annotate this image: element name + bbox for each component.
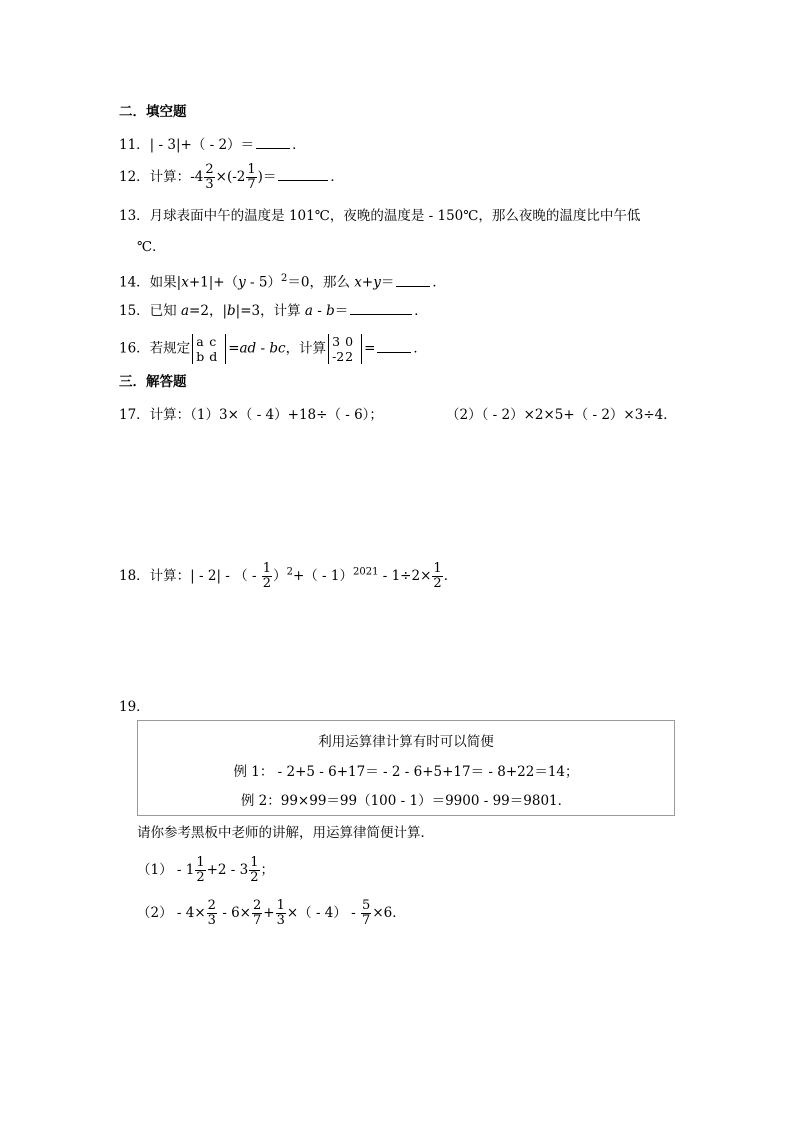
numerator: 1 bbox=[433, 561, 442, 576]
denominator: 2 bbox=[433, 576, 442, 591]
text-part: ，计算 bbox=[285, 340, 327, 357]
denominator: 7 bbox=[252, 913, 262, 928]
question-12 bbox=[119, 163, 344, 192]
fraction bbox=[195, 856, 205, 885]
denominator: 3 bbox=[205, 177, 214, 192]
text-part: 16．若规定 bbox=[119, 340, 191, 357]
exponent: 2 bbox=[286, 566, 293, 578]
q12-a-sign: -4 bbox=[190, 169, 204, 185]
question-11 bbox=[119, 134, 306, 155]
var-x: x bbox=[354, 274, 362, 291]
numerator: 1 bbox=[276, 898, 285, 913]
denominator: 3 bbox=[276, 913, 285, 928]
text-part: ＝ bbox=[380, 274, 395, 291]
text-part: ×6． bbox=[372, 905, 406, 921]
matrix-cell: d bbox=[209, 349, 218, 364]
text-part: ） bbox=[273, 568, 287, 584]
fraction bbox=[432, 562, 442, 591]
text-part: = bbox=[364, 340, 376, 357]
numerator: 2 bbox=[205, 162, 214, 177]
question-17-part-2: （2）（ - 2）×2×5+（ - 2）×3÷4． bbox=[446, 407, 677, 423]
example-2: 例 2：99×99＝99（100 - 1）＝9900 - 99＝9801． bbox=[240, 793, 572, 809]
numerator: 1 bbox=[247, 162, 256, 177]
question-16 bbox=[119, 334, 427, 364]
text-part: - bbox=[256, 340, 270, 357]
question-17-part-1: 17．计算：（1）3×（ - 4）+18÷（ - 6）； bbox=[119, 407, 383, 423]
determinant-compute bbox=[328, 334, 362, 364]
denominator: 2 bbox=[196, 870, 205, 885]
numerator: 2 bbox=[207, 898, 216, 913]
question-18 bbox=[119, 562, 457, 591]
text-part: ×（ - 4） - bbox=[286, 905, 361, 921]
text-part: ＝0，那么 bbox=[287, 274, 355, 291]
denominator: 7 bbox=[247, 177, 256, 192]
text-part: = bbox=[228, 340, 240, 357]
var-a: a bbox=[304, 303, 313, 319]
text-part: ＝ bbox=[334, 303, 349, 319]
question-14 bbox=[119, 269, 446, 293]
fraction bbox=[207, 899, 217, 928]
section-title-solve: 三．解答题 bbox=[119, 374, 187, 390]
var-a: a bbox=[180, 303, 190, 319]
denominator: 2 bbox=[262, 576, 272, 591]
text-part: - 1÷2× bbox=[378, 568, 432, 584]
q12-end: ． bbox=[330, 169, 344, 185]
matrix-cell: 2 bbox=[345, 349, 354, 364]
var-x: x bbox=[181, 274, 189, 291]
question-19-sub-2 bbox=[137, 899, 406, 928]
question-13-line-2: ℃． bbox=[137, 239, 166, 255]
matrix-cell: -2 bbox=[332, 349, 345, 364]
text-part: 15．已知 bbox=[119, 303, 181, 319]
numerator: 1 bbox=[262, 561, 272, 576]
determinant-definition bbox=[192, 334, 226, 364]
denominator: 7 bbox=[362, 913, 371, 928]
text-part: +（ - 1） bbox=[292, 568, 353, 584]
var-b: b bbox=[227, 303, 236, 319]
fraction bbox=[361, 899, 371, 928]
text-part: - bbox=[312, 303, 327, 319]
text-part: ． bbox=[414, 303, 428, 319]
var-y: y bbox=[238, 274, 246, 291]
answer-blank bbox=[396, 272, 430, 287]
question-19-instruction: 请你参考黑板中老师的讲解，用运算律简便计算． bbox=[137, 825, 434, 841]
numerator: 1 bbox=[250, 855, 259, 870]
times-sign: × bbox=[215, 169, 227, 185]
question-15 bbox=[119, 300, 428, 321]
text-part: +1|+（ bbox=[188, 274, 239, 291]
var-y: y bbox=[373, 274, 381, 291]
text-part: |=3，计算 bbox=[235, 303, 305, 319]
question-19-sub-1 bbox=[137, 856, 274, 885]
text-part: ． bbox=[432, 274, 446, 291]
fraction bbox=[249, 856, 259, 885]
numerator: 2 bbox=[252, 898, 262, 913]
matrix-cell: c bbox=[209, 334, 217, 349]
text-part: ； bbox=[260, 862, 275, 878]
blackboard-box bbox=[137, 720, 675, 816]
var-b: b bbox=[326, 303, 335, 319]
text-part: 14．如果| bbox=[119, 274, 182, 291]
q12-b-open: (-2 bbox=[226, 169, 246, 185]
denominator: 3 bbox=[207, 913, 216, 928]
fraction bbox=[276, 899, 286, 928]
q12-b-close: )＝ bbox=[257, 169, 277, 185]
text-part: + bbox=[361, 274, 374, 291]
matrix-cell: b bbox=[196, 349, 205, 364]
text-part: + bbox=[263, 905, 275, 921]
text-part: +2 - 3 bbox=[206, 862, 249, 878]
text-part: - 6× bbox=[217, 905, 251, 921]
text-part: - 5） bbox=[245, 274, 281, 291]
exponent: 2021 bbox=[353, 566, 379, 578]
example-1: 例 1： - 2+5 - 6+17＝ - 2 - 6+5+17＝ - 8+22＝14； bbox=[233, 764, 579, 780]
answer-blank bbox=[256, 134, 290, 149]
q11-text: 11．| - 3|+（ - 2）＝ bbox=[119, 137, 255, 153]
term-bc: bc bbox=[269, 340, 286, 357]
section-title-fill-in: 二．填空题 bbox=[119, 104, 187, 120]
q12-prefix: 12．计算： bbox=[119, 169, 191, 185]
q11-end: ． bbox=[292, 137, 306, 153]
denominator: 2 bbox=[250, 870, 259, 885]
text-part: （1） - 1 bbox=[137, 862, 195, 878]
matrix-cell: a bbox=[196, 334, 204, 349]
text-part: =2，| bbox=[189, 303, 227, 319]
box-title: 利用运算律计算有时可以简便 bbox=[318, 734, 494, 750]
answer-blank bbox=[350, 300, 412, 315]
fraction bbox=[262, 562, 272, 591]
numerator: 1 bbox=[196, 855, 205, 870]
text-part: （2） - 4× bbox=[137, 905, 206, 921]
question-19-number: 19． bbox=[119, 699, 150, 715]
text-part: 18．计算：| - 2| - （ - bbox=[119, 568, 261, 584]
exponent: 2 bbox=[281, 273, 288, 284]
question-13-line-1: 13．月球表面中午的温度是 101℃，夜晚的温度是 - 150℃，那么夜晚的温度比中午低 bbox=[119, 208, 641, 224]
matrix-cell: 0 bbox=[345, 334, 354, 349]
fraction bbox=[204, 163, 214, 192]
answer-blank bbox=[377, 338, 411, 353]
answer-blank bbox=[278, 166, 328, 181]
text-part: ． bbox=[413, 340, 427, 357]
fraction bbox=[246, 163, 256, 192]
term-ad: ad bbox=[239, 340, 257, 357]
fraction bbox=[252, 899, 262, 928]
numerator: 5 bbox=[362, 898, 371, 913]
matrix-cell: 3 bbox=[332, 334, 341, 349]
text-part: ． bbox=[443, 568, 458, 584]
